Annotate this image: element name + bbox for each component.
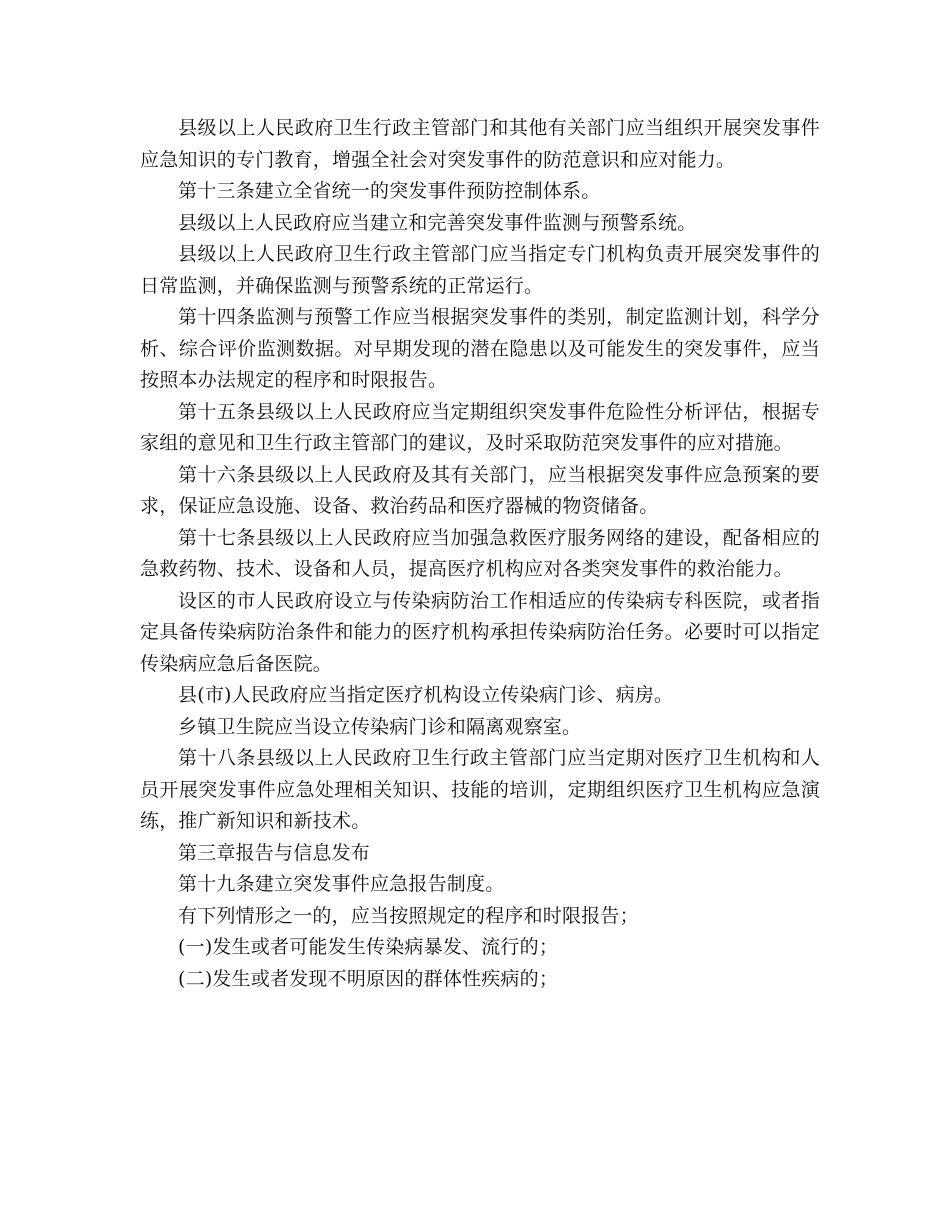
paragraph-article-19: 第十九条建立突发事件应急报告制度。 — [178, 873, 505, 895]
chapter-heading-3: 第三章报告与信息发布 — [178, 841, 371, 864]
paragraph-township-clinic: 乡镇卫生院应当设立传染病门诊和隔离观察室。 — [178, 715, 582, 738]
paragraph-article-16: 第十六条县级以上人民政府及其有关部门，应当根据突发事件应急预案的要求，保证应急设施、设备、救治药品和医疗器械的物资储备。 — [140, 463, 820, 517]
paragraph-article-17: 第十七条县级以上人民政府应当加强急救医疗服务网络的建设，配备相应的急救药物、技术、设备和人员，提高医疗机构应对各类突发事件的救治能力。 — [140, 526, 820, 580]
paragraph-article-18: 第十八条县级以上人民政府卫生行政主管部门应当定期对医疗卫生机构和人员开展突发事件应急处理相关知识、技能的培训，定期组织医疗卫生机构应急演练，推广新知识和新技术。 — [140, 747, 820, 832]
list-item-case-2: (二)发生或者发现不明原因的群体性疾病的； — [178, 967, 559, 990]
document-page — [140, 113, 820, 995]
paragraph-county-clinic: 县(市)人民政府应当指定医疗机构设立传染病门诊、病房。 — [178, 684, 674, 706]
paragraph-article-14: 第十四条监测与预警工作应当根据突发事件的类别，制定监测计划，科学分析、综合评价监测数据。对早期发现的潜在隐患以及可能发生的突发事件，应当按照本办法规定的程序和时限报告。 — [140, 306, 820, 391]
list-item-case-1: (一)发生或者可能发生传染病暴发、流行的； — [178, 936, 559, 958]
paragraph-daily-monitoring: 县级以上人民政府卫生行政主管部门应当指定专门机构负责开展突发事件的日常监测，并确保监测与预警系统的正常运行。 — [140, 243, 820, 297]
paragraph-reporting-cases-intro: 有下列情形之一的，应当按照规定的程序和时限报告； — [178, 904, 639, 927]
paragraph-infectious-hospital: 设区的市人民政府设立与传染病防治工作相适应的传染病专科医院，或者指定具备传染病防治条件和能力的医疗机构承担传染病防治任务。必要时可以指定传染病应急后备医院。 — [140, 589, 820, 675]
paragraph-public-education: 县级以上人民政府卫生行政主管部门和其他有关部门应当组织开展突发事件应急知识的专门教育，增强全社会对突发事件的防范意识和应对能力。 — [140, 117, 820, 171]
paragraph-monitoring-system: 县级以上人民政府应当建立和完善突发事件监测与预警系统。 — [178, 211, 697, 234]
paragraph-article-13: 第十三条建立全省统一的突发事件预防控制体系。 — [178, 180, 601, 202]
paragraph-article-15: 第十五条县级以上人民政府应当定期组织突发事件危险性分析评估，根据专家组的意见和卫生行政主管部门的建议，及时采取防范突发事件的应对措施。 — [140, 400, 820, 454]
